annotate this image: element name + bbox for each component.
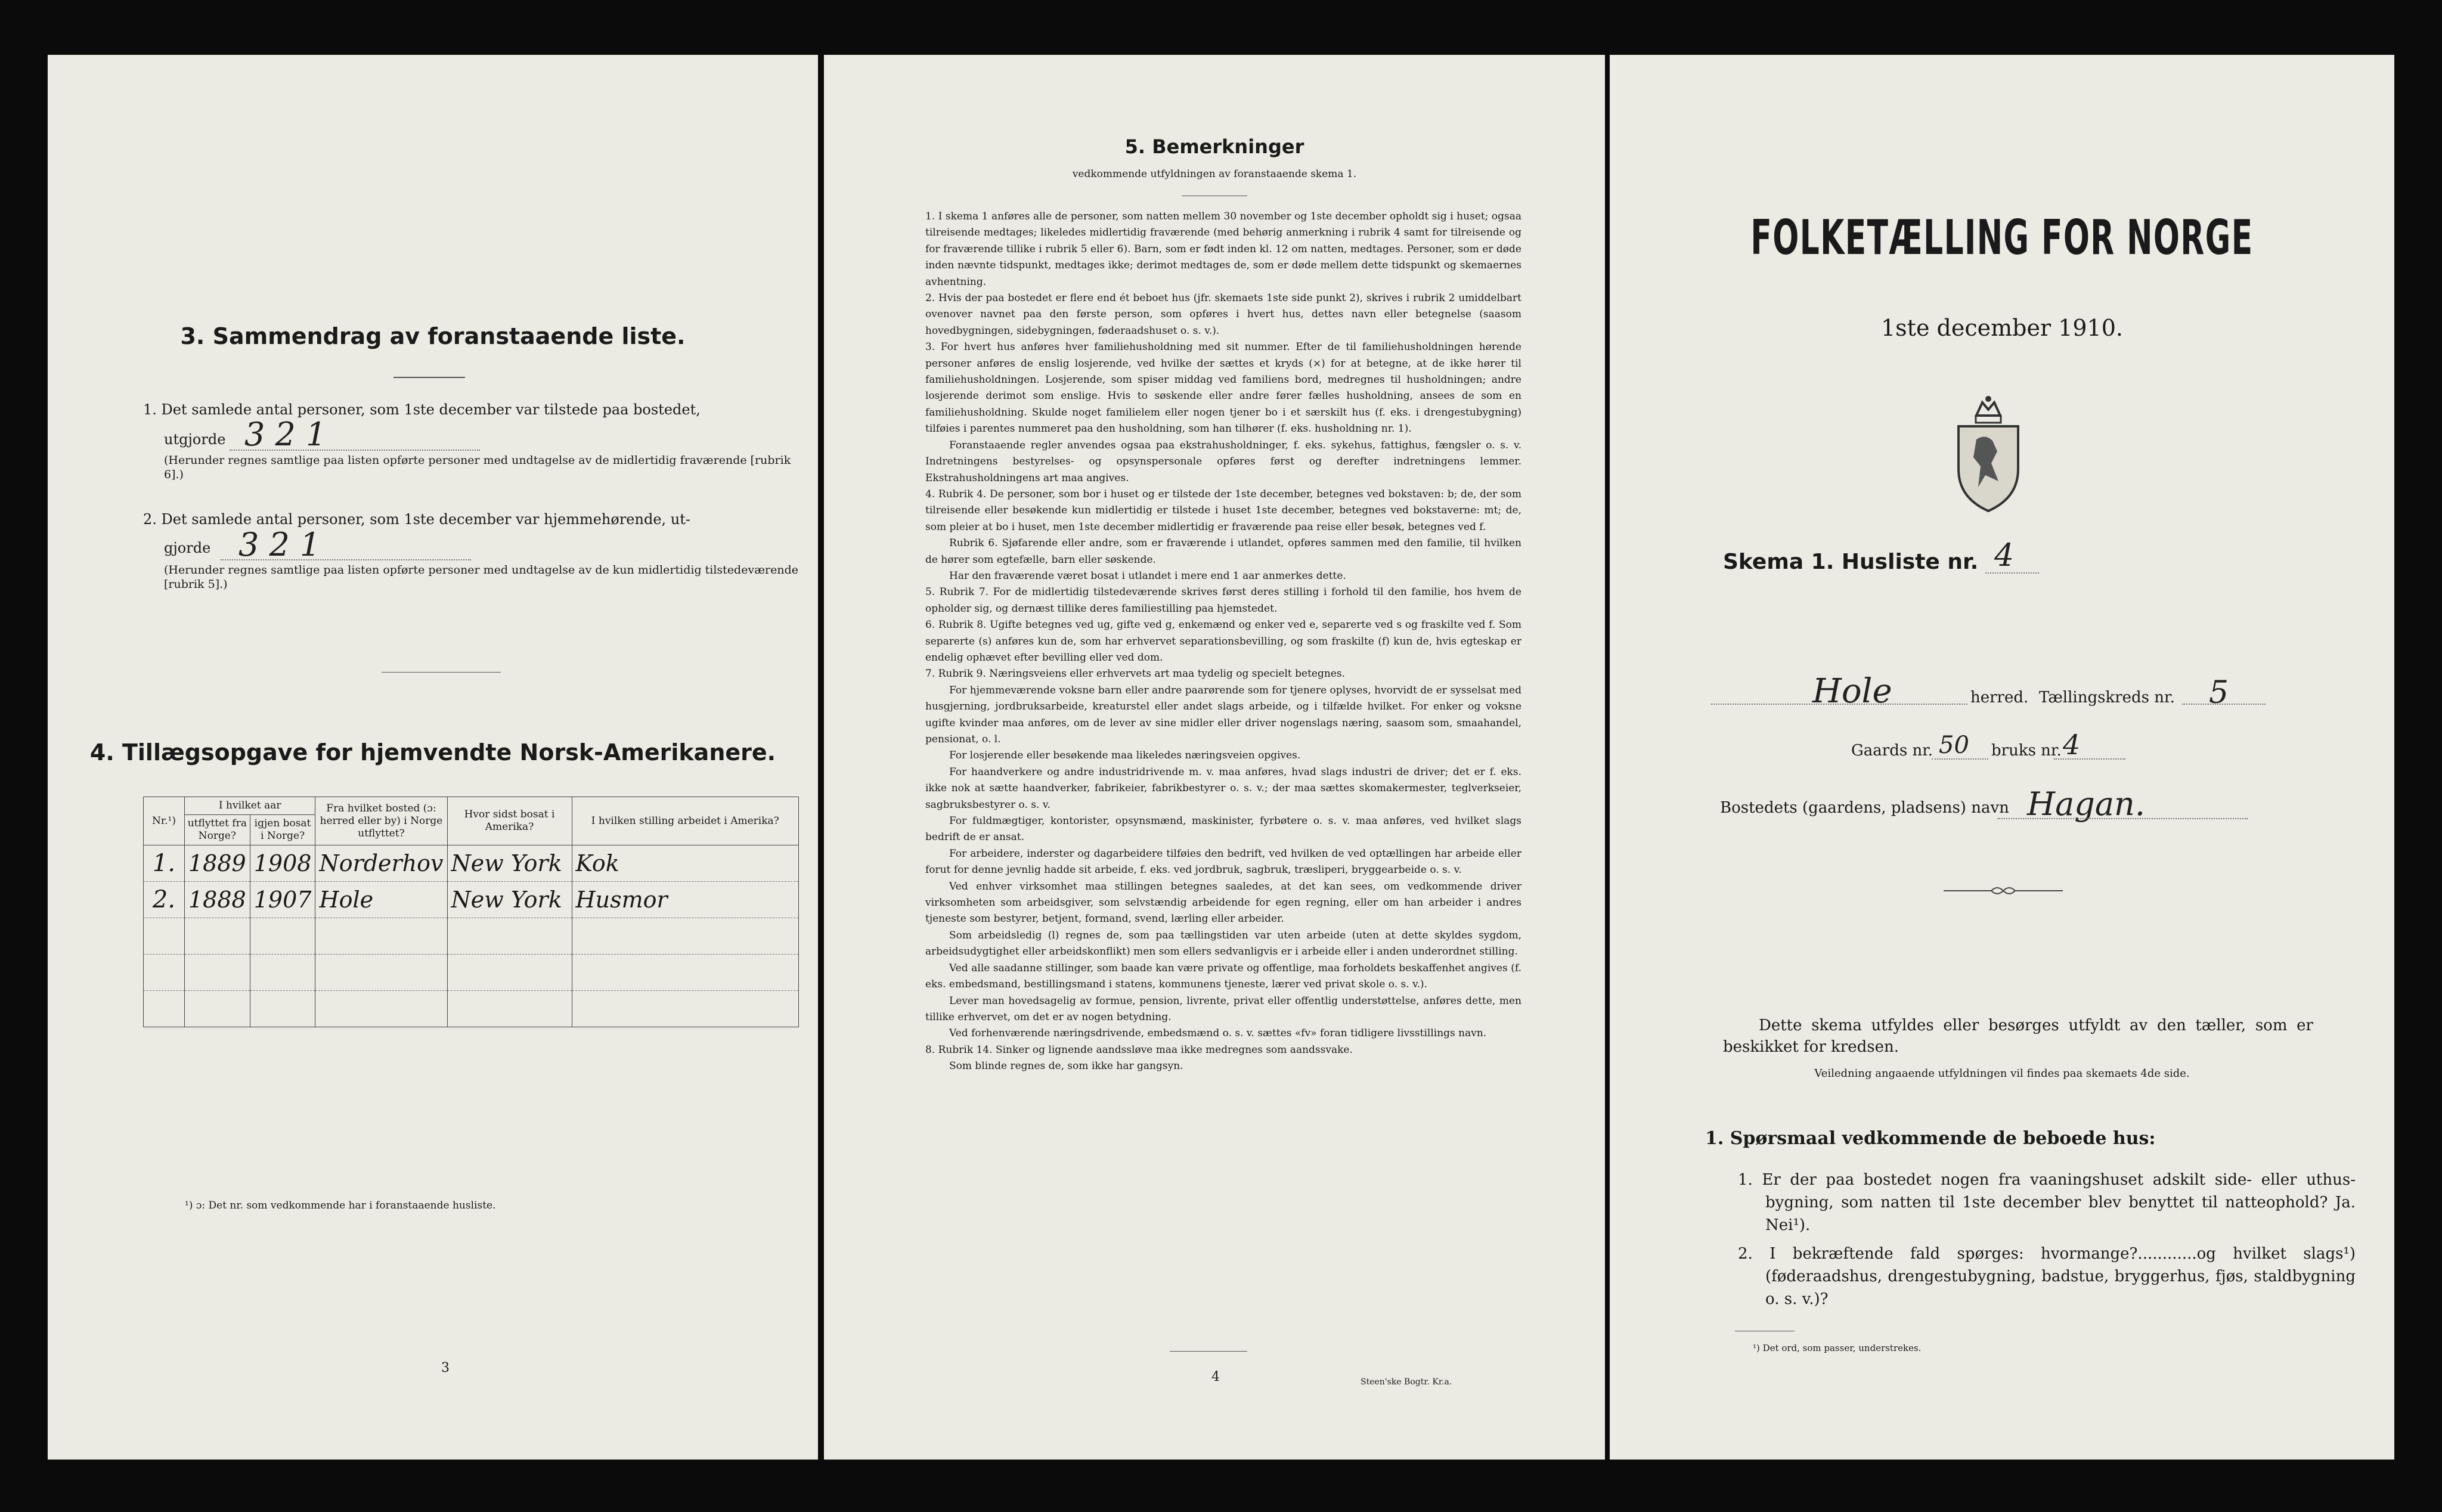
- table-row: [144, 845, 799, 882]
- fill-line: [1711, 704, 1967, 705]
- section3-title: 3. Sammendrag av foranstaaende liste.: [180, 323, 686, 349]
- item2-prefix: gjorde: [164, 540, 211, 556]
- divider: [382, 672, 501, 673]
- page-right: [1610, 55, 2394, 1460]
- col-returned: igjen bosat i Norge?: [250, 815, 315, 845]
- item2-note: (Herunder regnes samtlige paa listen opførte personer med undtagelse av de kun midlertidig tilstedeværende [rubrik 5].): [164, 563, 799, 591]
- remark-paragraph: 5. Rubrik 7. For de midlertidig tilstedeværende skrives først deres stilling i forhold til den familie, hos hvem de opholder sig, og dernæst tillike deres familiestilling paa hjemstedet.: [925, 586, 1521, 615]
- table-row: [144, 918, 799, 955]
- table-row: [144, 882, 799, 918]
- remark-paragraph: 3. For hvert hus anføres hver familiehusholdning med sit nummer. Efter de til familiehusholdningen hørende personer anføres de enslig losjerende, ved hvilke der sættes et kryds (×) for at betegne, at de ikke hører til familiehusholdningen. Losjerende, som spiser middag ved familiens bord, medregnes til husholdningen; andre losjerende derimot som enslige. Hvis to søskende eller andre fører fælles husholdning, ansees de som en familiehusholdning. Skulde noget familielem eller nogen tjener bo i et særskilt hus (f. eks. i drengestubygning) tilføies i parentes nummeret paa den husholdning, som han tilhører (f. eks. husholdning nr. 1).: [925, 341, 1521, 435]
- table-row: [144, 991, 799, 1027]
- gaards-label: Gaards nr.: [1851, 742, 1933, 760]
- item1-value: 3 2 1: [244, 416, 327, 453]
- bruks-label: bruks nr.: [1991, 742, 2062, 760]
- table-cell: New York: [447, 882, 572, 918]
- remark-paragraph: 1. I skema 1 anføres alle de personer, som natten mellem 30 november og 1ste december opholdt sig i huset; ogsaa tilreisende medtages; likeledes midlertidig fraværende (med behørig anmerkning i rubrik 4 samt for tilreisende og for fraværende tillike i rubrik 5 eller 6). Barn, som er født inden kl. 12 om natten, medtages. Personer, som er døde inden nævnte tidspunkt, medtages ikke; derimot medtages de, som er døde mellem dette tidspunkt og skemaernes avhentning.: [925, 210, 1521, 288]
- table-cell: [447, 991, 572, 1027]
- page-number: 4: [1211, 1370, 1220, 1384]
- col-year: I hvilket aar: [185, 797, 315, 815]
- remark-paragraph: Lever man hovedsagelig av formue, pension, livrente, privat eller offentlig understøttelse, anføres dette, men tillike erhvervet, om det er av nogen betydning.: [925, 994, 1521, 1023]
- item1-text: 1. Det samlede antal personer, som 1ste december var tilstede paa bostedet,: [143, 401, 701, 418]
- table-cell: [185, 955, 250, 991]
- intro-text: Dette skema utfyldes eller besørges utfyldt av den tæller, som er beskikket for kredsen.: [1723, 1017, 2313, 1056]
- table-cell: [572, 991, 798, 1027]
- bruks-value: 4: [2063, 729, 2081, 761]
- remark-paragraph: For fuldmægtiger, kontorister, opsynsmænd, maskinister, fyrbøtere o. s. v. maa anføres, ved hvilket slags bedrift de er ansat.: [925, 815, 1521, 844]
- remark-paragraph: For hjemmeværende voksne barn eller andre paarørende som for tjenere oplyses, hvorvidt de er sysselsat med husgjerning, jordbruksarbeide, kreaturstel eller andet slags arbeide, og i tilfælde hvilket. For enker og voksne ugifte kvinder maa anføres, om de lever av sine midler eller driver nogenslags næring, saasom som, smaahandel, pensionat, o. l.: [925, 684, 1521, 745]
- remark-paragraph: 4. Rubrik 4. De personer, som bor i huset og er tilstede der 1ste december, betegnes ved bokstaven: b; de, der som tilreisende eller besøkende kun midlertidig er tilstede i huset 1ste december, betegnes ved bokstaverne: mt; de, som pleier at bo i huset, men 1ste december midlertidig er fraværende paa reise eller besøk, betegnes ved f.: [925, 488, 1521, 533]
- item2-fill-line: [221, 559, 471, 560]
- divider: [1170, 1351, 1247, 1352]
- herred-value: Hole: [1812, 672, 1892, 711]
- table-cell: [250, 955, 315, 991]
- remark-paragraph: Ved alle saadanne stillinger, som baade kan være private og offentlige, maa forholdets beskaffenhet angives (f. eks. embedsmand, bestillingsmand i statens, kommunens tjeneste, lærer ved privat skole o. s. v.).: [925, 962, 1521, 991]
- page-left: [48, 55, 818, 1460]
- table-cell: Hole: [315, 882, 447, 918]
- remarks-body: [925, 209, 1521, 1075]
- remark-paragraph: For haandverkere og andre industridrivende m. v. maa anføres, hvad slags industri de driver; det er f. eks. ikke nok at sætte haandverker, fabrikeier, fabrikbestyrer o. s. v.; der maa sættes skomakermester, teglverkseier, sagbruksbestyrer o. s. v.: [925, 766, 1521, 811]
- remark-paragraph: Rubrik 6. Sjøfarende eller andre, som er fraværende i utlandet, opføres sammen med den familie, til hvilken de hører som egtefælle, barn eller søskende.: [925, 537, 1521, 566]
- item2-text: 2. Det samlede antal personer, som 1ste december var hjemmehørende, ut-: [143, 511, 690, 528]
- remark-paragraph: 6. Rubrik 8. Ugifte betegnes ved ug, gifte ved g, enkemænd og enker ved e, separerte ved s og fraskilte ved f. Som separerte (s) anføres kun de, som har erhvervet separationsbevilling, og som fraskilte (f) kun de, hvis egteskap er endelig ophævet efter bevilling eller ved dom.: [925, 619, 1521, 664]
- remark-paragraph: Foranstaaende regler anvendes ogsaa paa ekstrahusholdninger, f. eks. sykehus, fattighus, fængsler o. s. v. Indretningens bestyrelses- og opsynspersonale opføres først og derefter indretningens lemmer. Ekstrahusholdningens art maa angives.: [925, 439, 1521, 484]
- table-cell: 1889: [185, 845, 250, 882]
- ornament-divider-icon: [1944, 884, 2063, 898]
- husliste-nr: 4: [1994, 538, 2015, 574]
- divider: [393, 377, 465, 378]
- remark-paragraph: Ved enhver virksomhet maa stillingen betegnes saaledes, at det kan sees, om vedkommende driver virksomheten som arbeidsgiver, som selvstændig arbeidende for egen regning, eller om han arbeider i andres tjeneste som bestyrer, betjent, formand, svend, lærling eller arbeider.: [925, 880, 1521, 925]
- guide-text: Veiledning angaaende utfyldningen vil findes paa skemaets 4de side.: [1814, 1067, 2190, 1080]
- kreds-value: 5: [2209, 675, 2229, 711]
- remarks-subtitle: vedkommende utfyldningen av foranstaaende skema 1.: [1072, 168, 1357, 180]
- questions-heading: 1. Spørsmaal vedkommende de beboede hus:: [1705, 1128, 2156, 1149]
- remark-paragraph: Har den fraværende været bosat i utlandet i mere end 1 aar anmerkes dette.: [949, 569, 1346, 582]
- table-cell: 1908: [250, 845, 315, 882]
- kreds-label: Tællingskreds nr.: [2039, 689, 2175, 707]
- item1-prefix: utgjorde: [164, 431, 226, 448]
- remark-paragraph: For arbeidere, inderster og dagarbeidere tilføies den bedrift, ved hvilken de ved optællingen har arbeide eller forut for denne jevnlig hadde sit arbeide, f. eks. ved jordbruk, sagbruk, træsliperi, bryggearbeide o. s. v.: [925, 847, 1521, 876]
- schema-label: Skema 1. Husliste nr.: [1723, 550, 1979, 574]
- table-cell: [315, 991, 447, 1027]
- norsk-amerikaner-table: [143, 797, 799, 1027]
- section4-title: 4. Tillægsopgave for hjemvendte Norsk-Amerikanere.: [89, 739, 776, 766]
- remark-paragraph: 7. Rubrik 9. Næringsveiens eller erhvervets art maa tydelig og specielt betegnes.: [925, 668, 1345, 680]
- remark-paragraph: 8. Rubrik 14. Sinker og lignende aandssløve maa ikke medregnes som aandssvake.: [925, 1043, 1353, 1056]
- table-cell: [315, 918, 447, 955]
- table-cell: 2.: [144, 882, 185, 918]
- table-cell: Husmor: [572, 882, 798, 918]
- table-cell: [185, 991, 250, 1027]
- remark-paragraph: Ved forhenværende næringsdrivende, embedsmænd o. s. v. sættes «fv» foran tidligere livsstillings navn.: [949, 1027, 1487, 1040]
- fill-line: [2054, 758, 2125, 760]
- table-footnote: ¹) ɔ: Det nr. som vedkommende har i foranstaaende husliste.: [185, 1200, 496, 1212]
- col-position: I hvilken stilling arbeidet i Amerika?: [572, 797, 798, 845]
- remark-paragraph: For losjerende eller besøkende maa likeledes næringsveien opgives.: [949, 749, 1301, 762]
- table-cell: [250, 991, 315, 1027]
- printer-imprint: Steen'ske Bogtr. Kr.a.: [1361, 1377, 1452, 1387]
- page-middle: [824, 55, 1605, 1460]
- herred-label: herred.: [1970, 689, 2029, 707]
- question-2: 2. I bekræftende fald spørges: hvormange?............og hvilket slags¹) (føderaadshus, drengestubygning, badstue, bryggerhus, fjøs, staldbygning o. s. v.)?: [1738, 1245, 2356, 1308]
- table-cell: [144, 955, 185, 991]
- census-date: 1ste december 1910.: [1881, 315, 2123, 341]
- table-cell: [315, 955, 447, 991]
- table-cell: [572, 918, 798, 955]
- table-cell: [144, 991, 185, 1027]
- item1-note: (Herunder regnes samtlige paa listen opførte personer med undtagelse av de midlertidig fraværende [rubrik 6].): [164, 454, 791, 481]
- fill-line: [1932, 758, 1988, 760]
- table-cell: Kok: [572, 845, 798, 882]
- bosted-label: Bostedets (gaardens, pladsens) navn: [1720, 799, 2009, 817]
- table-cell: [447, 918, 572, 955]
- table-cell: [144, 918, 185, 955]
- table-cell: 1888: [185, 882, 250, 918]
- table-cell: [250, 918, 315, 955]
- bosted-value: Hagan.: [2027, 785, 2145, 823]
- col-emigrated: utflyttet fra Norge?: [185, 815, 250, 845]
- page-number: 3: [441, 1361, 450, 1375]
- remark-paragraph: Som arbeidsledig (l) regnes de, som paa tællingstiden var uten arbeide (uten at dette skyldes sygdom, arbeidsudygtighet eller arbeidskonflikt) men som ellers sedvanligvis er i arbeide eller i anden underordnet stilling.: [925, 929, 1521, 958]
- table-cell: [185, 918, 250, 955]
- table-cell: Norderhov: [315, 845, 447, 882]
- col-where: Hvor sidst bosat i Amerika?: [447, 797, 572, 845]
- fill-line: [2182, 704, 2266, 705]
- question-1: 1. Er der paa bostedet nogen fra vaaningshuset adskilt side- eller uthus-bygning, som natten til 1ste december blev benyttet til natteophold? Ja. Nei¹).: [1738, 1171, 2356, 1234]
- remark-paragraph: Som blinde regnes de, som ikke har gangsyn.: [949, 1060, 1183, 1073]
- remarks-title: 5. Bemerkninger: [1124, 135, 1304, 158]
- table-cell: New York: [447, 845, 572, 882]
- table-cell: [447, 955, 572, 991]
- coat-of-arms-icon: [1950, 392, 2027, 514]
- col-from: Fra hvilket bosted (ɔ: herred eller by) i Norge utflyttet?: [315, 797, 447, 845]
- table-cell: 1907: [250, 882, 315, 918]
- table-cell: 1.: [144, 845, 185, 882]
- fill-line: [1985, 572, 2039, 574]
- table-row: [144, 955, 799, 991]
- gaards-value: 50: [1939, 732, 1969, 759]
- table-cell: [572, 955, 798, 991]
- right-footnote: ¹) Det ord, som passer, understrekes.: [1753, 1343, 1922, 1353]
- remark-paragraph: 2. Hvis der paa bostedet er flere end ét beboet hus (jfr. skemaets 1ste side punkt 2), skrives i rubrik 2 umiddelbart ovenover navnet paa den første person, som opføres i hvert hus, dettes navn eller betegnelse (saasom hovedbygningen, sidebygningen, føderaadshuset o. s. v.).: [925, 292, 1521, 337]
- fill-line: [1997, 818, 2248, 819]
- item2-value: 3 2 1: [238, 526, 321, 563]
- item1-fill-line: [230, 450, 480, 451]
- census-title: FOLKETÆLLING FOR NORGE: [1750, 210, 2254, 265]
- col-nr: Nr.¹): [144, 797, 185, 845]
